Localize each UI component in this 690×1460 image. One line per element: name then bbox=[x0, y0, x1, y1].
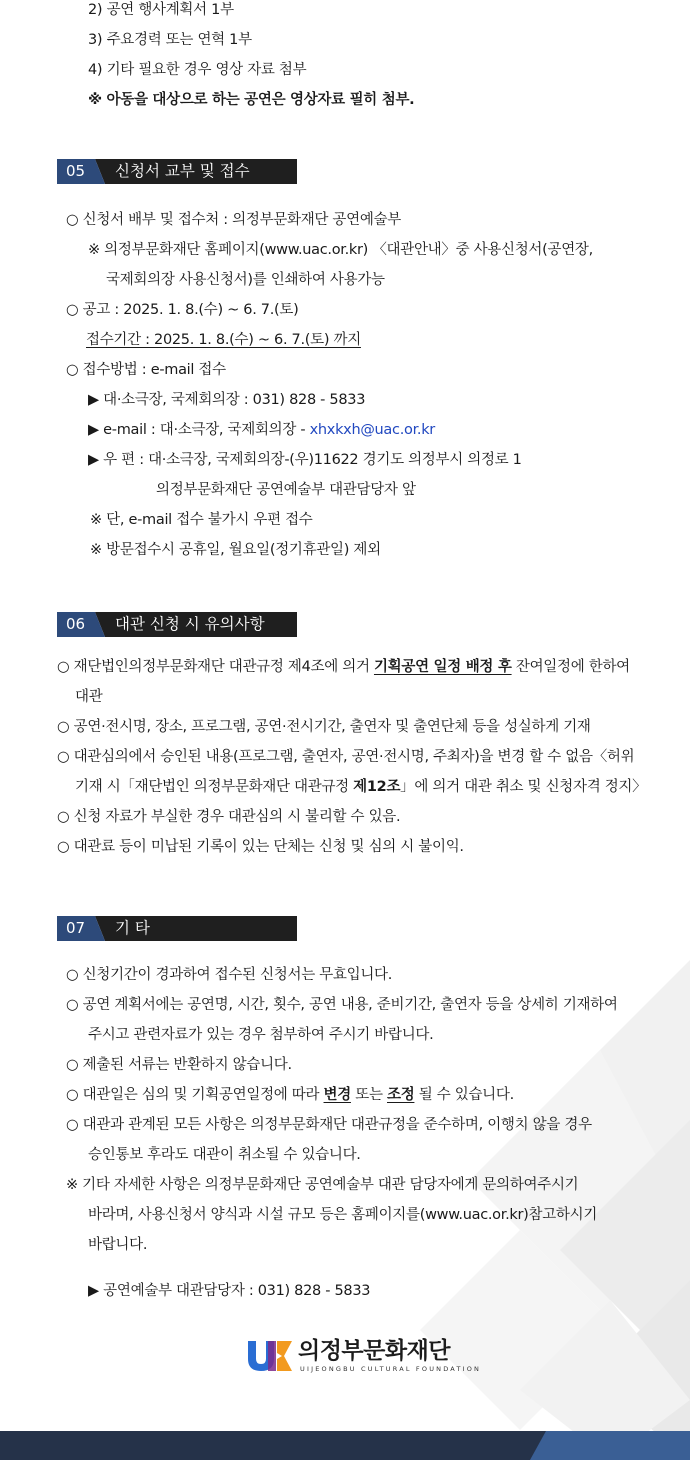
s05-line-7: ▶ 대·소극장, 국제회의장 : 031) 828 - 5833 bbox=[88, 392, 366, 408]
footer-accent bbox=[0, 1431, 690, 1460]
doc-item-4: 4) 기타 필요한 경우 영상 자료 첨부 bbox=[88, 62, 307, 78]
logo-name: 의정부문화재단 bbox=[298, 1338, 451, 1364]
s07-line-10: 바랍니다. bbox=[88, 1237, 148, 1253]
email-label: ▶ e-mail : 대·소극장, 국제회의장 - bbox=[88, 422, 310, 438]
s07-line-7: 승인통보 후라도 대관이 취소될 수 있습니다. bbox=[88, 1147, 361, 1163]
emphasis-adjust: 조정 bbox=[387, 1087, 415, 1103]
s07-line-1: ○ 신청기간이 경과하여 접수된 신청서는 무효입니다. bbox=[66, 967, 393, 983]
s05-line-2: ※ 의정부문화재단 홈페이지(www.uac.or.kr) 〈대관안내〉중 사용신청서(공연장, bbox=[88, 242, 593, 258]
s05-line-3: 국제회의장 사용신청서)를 인쇄하여 사용가능 bbox=[106, 272, 385, 288]
section-header-bar bbox=[57, 916, 297, 941]
text-run: ○ 대관일은 심의 및 기획공연일정에 따라 bbox=[66, 1087, 324, 1103]
s06-line-4: ○ 대관심의에서 승인된 내용(프로그램, 출연자, 공연·전시명, 주최자)을 변경 할 수 없음〈허위 bbox=[57, 749, 635, 765]
text-run: 」에 의거 대관 취소 및 신청자격 정지〉 bbox=[400, 779, 647, 795]
s07-line-9: 바라며, 사용신청서 양식과 시설 규모 등은 홈페이지를(www.uac.or.kr)참고하시기 bbox=[88, 1207, 598, 1223]
s06-line-1 bbox=[57, 657, 630, 677]
s06-line-7: ○ 대관료 등이 미납된 기록이 있는 단체는 신청 및 심의 시 불이익. bbox=[57, 839, 464, 855]
s06-line-2: 대관 bbox=[75, 689, 103, 705]
section-title: 신청서 교부 및 접수 bbox=[115, 162, 250, 180]
logo-subtitle: UIJEONGBU CULTURAL FOUNDATION bbox=[300, 1365, 482, 1373]
s07-line-4: ○ 제출된 서류는 반환하지 않습니다. bbox=[66, 1057, 292, 1073]
s07-line-8: ※ 기타 자세한 사항은 의정부문화재단 공연예술부 대관 담당자에게 문의하여주시기 bbox=[66, 1177, 579, 1193]
text-run: 또는 bbox=[350, 1087, 387, 1103]
s05-line-4: ○ 공고 : 2025. 1. 8.(수) ~ 6. 7.(토) bbox=[66, 302, 299, 318]
s05-line-1: ○ 신청서 배부 및 접수처 : 의정부문화재단 공연예술부 bbox=[66, 212, 401, 228]
s05-line-6: ○ 접수방법 : e-mail 접수 bbox=[66, 362, 226, 378]
section-number: 06 bbox=[66, 615, 86, 633]
section-number: 07 bbox=[66, 919, 86, 937]
section-07-header bbox=[57, 916, 297, 941]
text-run: ○ 재단법인의정부문화재단 대관규정 제4조에 의거 bbox=[57, 659, 374, 675]
email-link[interactable]: xhxkxh@uac.or.kr bbox=[309, 422, 435, 438]
text-run: 될 수 있습니다. bbox=[414, 1087, 514, 1103]
s05-line-9: ▶ 우 편 : 대·소극장, 국제회의장-(우)11622 경기도 의정부시 의정로 1 bbox=[88, 452, 522, 468]
section-title: 대관 신청 시 유의사항 bbox=[115, 615, 265, 633]
section-number: 05 bbox=[66, 162, 86, 180]
text-run: 잔여일정에 한하여 bbox=[511, 659, 630, 675]
emphasis-article: 제12조 bbox=[353, 779, 401, 795]
s05-line-8 bbox=[88, 420, 435, 440]
s07-line-6: ○ 대관과 관계된 모든 사항은 의정부문화재단 대관규정을 준수하며, 이행치 않을 경우 bbox=[66, 1117, 592, 1133]
emphasis-change: 변경 bbox=[323, 1087, 351, 1103]
doc-item-2: 2) 공연 행사계획서 1부 bbox=[88, 2, 234, 18]
s05-line-12: ※ 방문접수시 공휴일, 월요일(정기휴관일) 제외 bbox=[90, 542, 381, 558]
s07-line-5 bbox=[66, 1085, 514, 1105]
s07-line-3: 주시고 관련자료가 있는 경우 첨부하여 주시기 바랍니다. bbox=[88, 1027, 434, 1043]
section-05-header bbox=[57, 159, 297, 184]
s07-line-2: ○ 공연 계획서에는 공연명, 시간, 횟수, 공연 내용, 준비기간, 출연자 등을 상세히 기재하여 bbox=[66, 997, 618, 1013]
s05-line-11: ※ 단, e-mail 접수 불가시 우편 접수 bbox=[90, 512, 313, 528]
s06-line-6: ○ 신청 자료가 부실한 경우 대관심의 시 불리할 수 있음. bbox=[57, 809, 401, 825]
s05-line-5: 접수기간 : 2025. 1. 8.(수) ~ 6. 7.(토) 까지 bbox=[86, 332, 361, 348]
s06-line-5 bbox=[75, 777, 646, 797]
emphasis-schedule: 기획공연 일정 배정 후 bbox=[373, 659, 512, 675]
section-title: 기 타 bbox=[115, 919, 150, 937]
s05-line-10: 의정부문화재단 공연예술부 대관담당자 앞 bbox=[156, 482, 416, 498]
doc-item-3: 3) 주요경력 또는 연혁 1부 bbox=[88, 32, 252, 48]
foundation-logo bbox=[246, 1337, 482, 1377]
s06-line-3: ○ 공연·전시명, 장소, 프로그램, 공연·전시기간, 출연자 및 출연단체 등을 성실하게 기재 bbox=[57, 719, 591, 735]
section-06-header bbox=[57, 612, 297, 637]
logo-mark-icon bbox=[246, 1337, 294, 1373]
s07-contact: ▶ 공연예술부 대관담당자 : 031) 828 - 5833 bbox=[88, 1283, 371, 1299]
text-run: 기재 시「재단법인 의정부문화재단 대관규정 bbox=[75, 779, 354, 795]
doc-note-video: ※ 아동을 대상으로 하는 공연은 영상자료 필히 첨부. bbox=[88, 92, 415, 108]
footer-bar bbox=[0, 1431, 690, 1460]
